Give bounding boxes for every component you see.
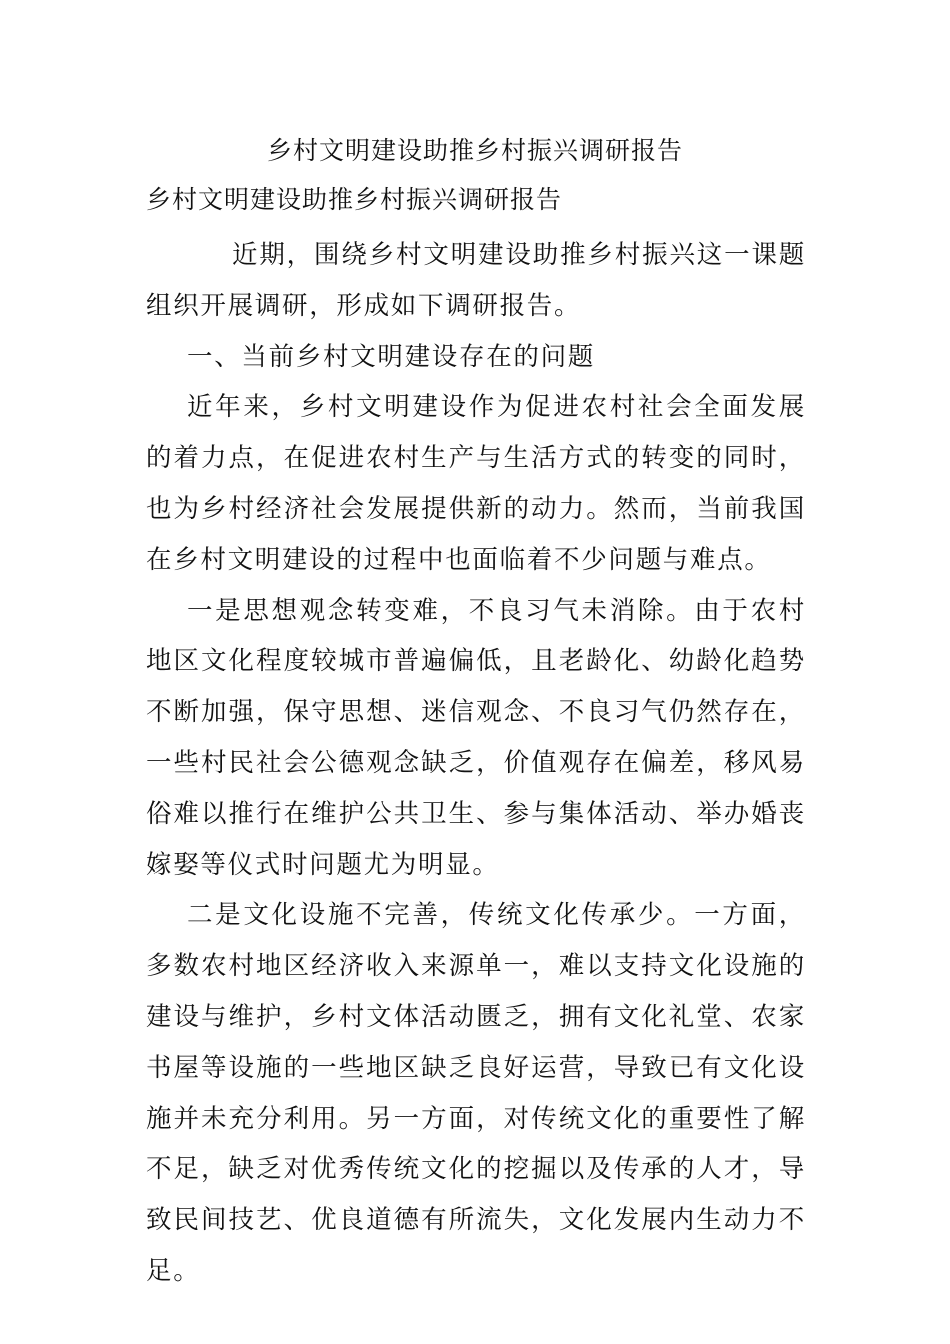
document-body <box>146 230 806 1297</box>
section-heading: 一、当前乡村文明建设存在的问题 <box>187 341 596 372</box>
paragraph-overview: 近年来，乡村文明建设作为促进农村社会全面发展的着力点，在促进农村生产与生活方式的转变的同时，也为乡村经济社会发展提供新的动力。然而，当前我国在乡村文明建设的过程中也面临着不少问题与难点。 <box>146 392 806 575</box>
paragraph-intro: 近期，围绕乡村文明建设助推乡村振兴这一课题组织开展调研，形成如下调研报告。 <box>146 240 806 321</box>
document-subtitle: 乡村文明建设助推乡村振兴调研报告 <box>146 185 563 214</box>
paragraph-issue-two: 二是文化设施不完善，传统文化传承少。一方面，多数农村地区经济收入来源单一，难以支持文化设施的建设与维护，乡村文体活动匮乏，拥有文化礼堂、农家书屋等设施的一些地区缺乏良好运营，导致已有文化设施并未充分利用。另一方面，对传统文化的重要性了解不足，缺乏对优秀传统文化的挖掘以及传承的人才，导致民间技艺、优良道德有所流失，文化发展内生动力不足。 <box>146 900 806 1286</box>
document-title: 乡村文明建设助推乡村振兴调研报告 <box>266 136 683 165</box>
paragraph-issue-one: 一是思想观念转变难，不良习气未消除。由于农村地区文化程度较城市普遍偏低，且老龄化、幼龄化趋势不断加强，保守思想、迷信观念、不良习气仍然存在，一些村民社会公德观念缺乏，价值观存在偏差，移风易俗难以推行在维护公共卫生、参与集体活动、举办婚丧嫁娶等仪式时问题尤为明显。 <box>146 595 806 880</box>
